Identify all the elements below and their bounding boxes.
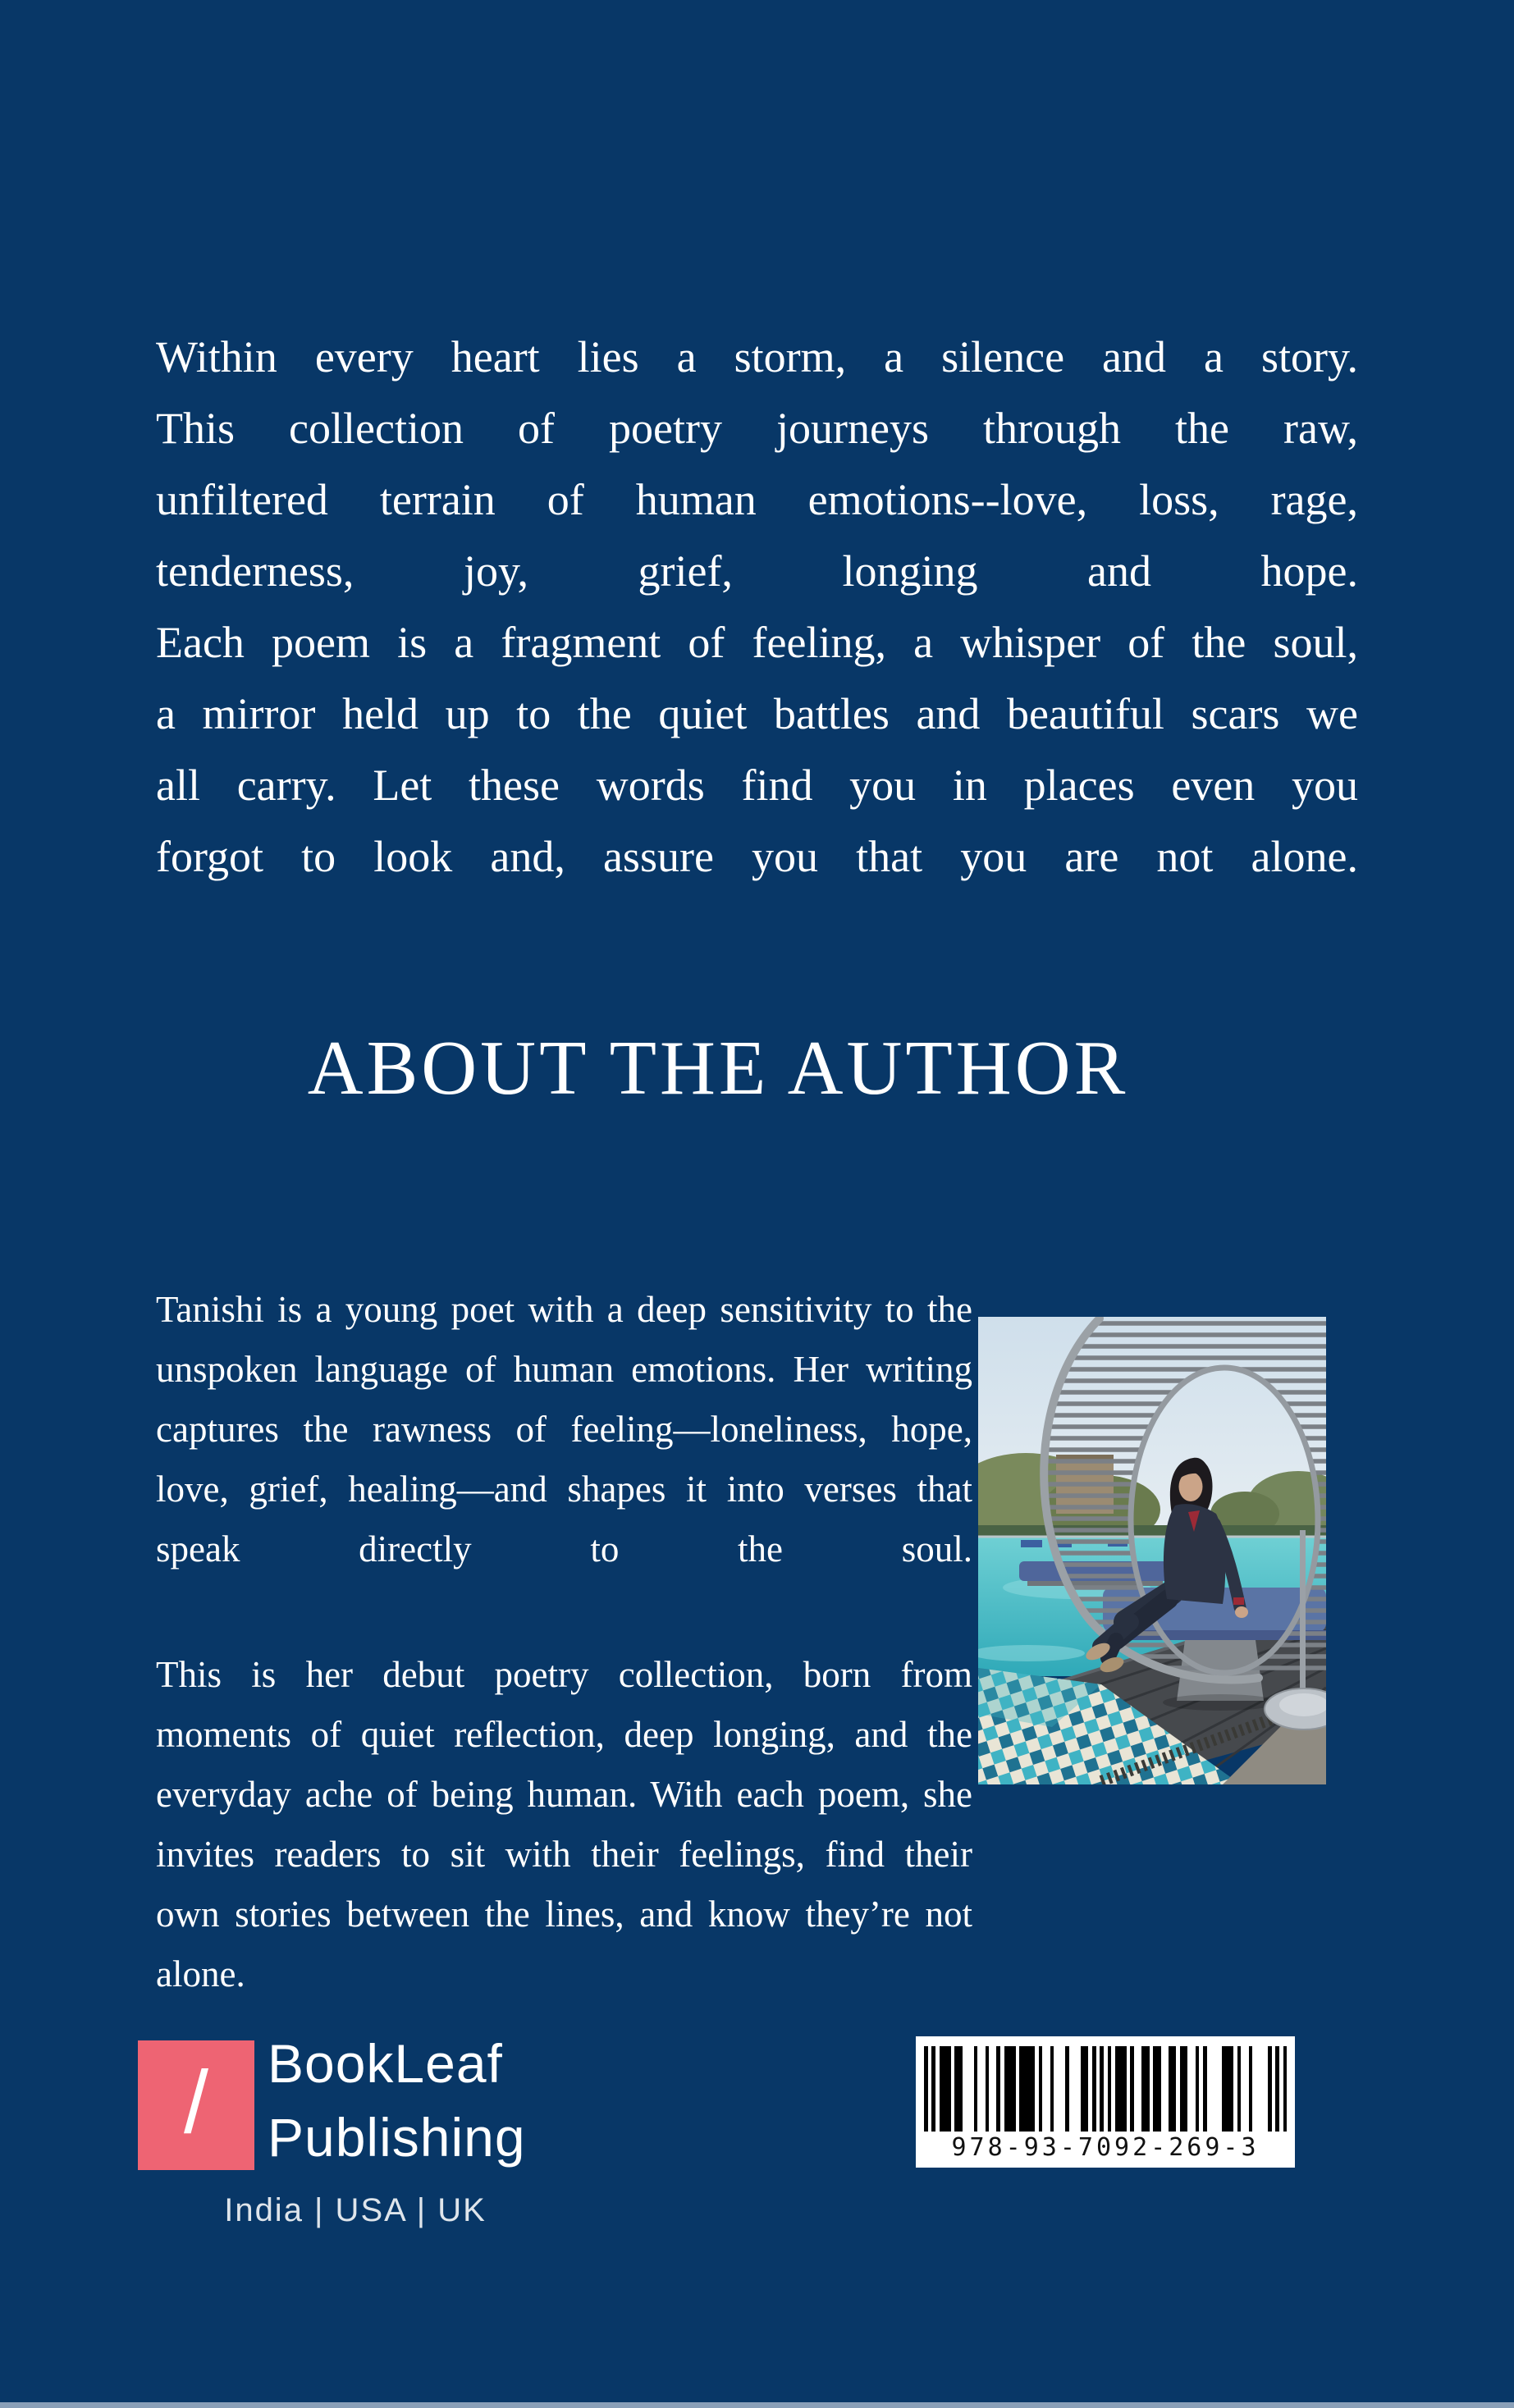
text-line: Tanishi is a young poet with a deep sensitivity to the bbox=[156, 1289, 972, 1330]
text-line: tenderness, joy, grief, longing and hope. bbox=[156, 546, 1358, 596]
publisher-regions: India | USA | UK bbox=[224, 2192, 487, 2228]
text-line: captures the rawness of feeling—loneliness, hope, bbox=[156, 1409, 972, 1450]
text-line: This is her debut poetry collection, born from bbox=[156, 1654, 972, 1695]
text-line: Each poem is a fragment of feeling, a whisper of the soul, bbox=[156, 618, 1358, 667]
text-line: Within every heart lies a storm, a silence and a story. bbox=[156, 332, 1358, 382]
publisher-name-line2: Publishing bbox=[268, 2107, 526, 2168]
author-bio bbox=[156, 1280, 972, 2004]
text-line: moments of quiet reflection, deep longing, and the bbox=[156, 1714, 972, 1755]
author-bio-paragraph-2 bbox=[156, 1645, 972, 2004]
author-bio-paragraph-1 bbox=[156, 1280, 972, 1579]
text-line: own stories between the lines, and know they’re not bbox=[156, 1894, 972, 1935]
text-line: alone. bbox=[156, 1953, 245, 1994]
text-line: forgot to look and, assure you that you are not alone. bbox=[156, 832, 1358, 881]
footer-strip bbox=[0, 2402, 1514, 2408]
text-line: unfiltered terrain of human emotions--love, loss, rage, bbox=[156, 475, 1358, 524]
back-cover-blurb bbox=[156, 322, 1358, 893]
text-line: This collection of poetry journeys through the raw, bbox=[156, 404, 1358, 453]
text-line: a mirror held up to the quiet battles and beautiful scars we bbox=[156, 689, 1358, 738]
text-line: speak directly to the soul. bbox=[156, 1528, 972, 1570]
publisher-logo-mark bbox=[138, 2040, 254, 2170]
text-line: unspoken language of human emotions. Her writing bbox=[156, 1349, 972, 1390]
text-line: all carry. Let these words find you in places even you bbox=[156, 761, 1358, 810]
text-line: everyday ache of being human. With each poem, she bbox=[156, 1774, 972, 1815]
isbn-number: 978-93-7092-269-3 bbox=[951, 2133, 1260, 2162]
text-line: love, grief, healing—and shapes it into verses that bbox=[156, 1469, 972, 1510]
publisher-name-line1: BookLeaf bbox=[268, 2033, 503, 2094]
about-the-author-heading: ABOUT THE AUTHOR bbox=[307, 1026, 1129, 1111]
slash-icon: / bbox=[183, 2052, 208, 2151]
barcode bbox=[916, 2036, 1295, 2168]
text-line: invites readers to sit with their feelings, find their bbox=[156, 1834, 972, 1875]
author-photo bbox=[978, 1317, 1326, 1784]
barcode-bars bbox=[924, 2046, 1287, 2132]
publisher-name bbox=[268, 2026, 612, 2174]
